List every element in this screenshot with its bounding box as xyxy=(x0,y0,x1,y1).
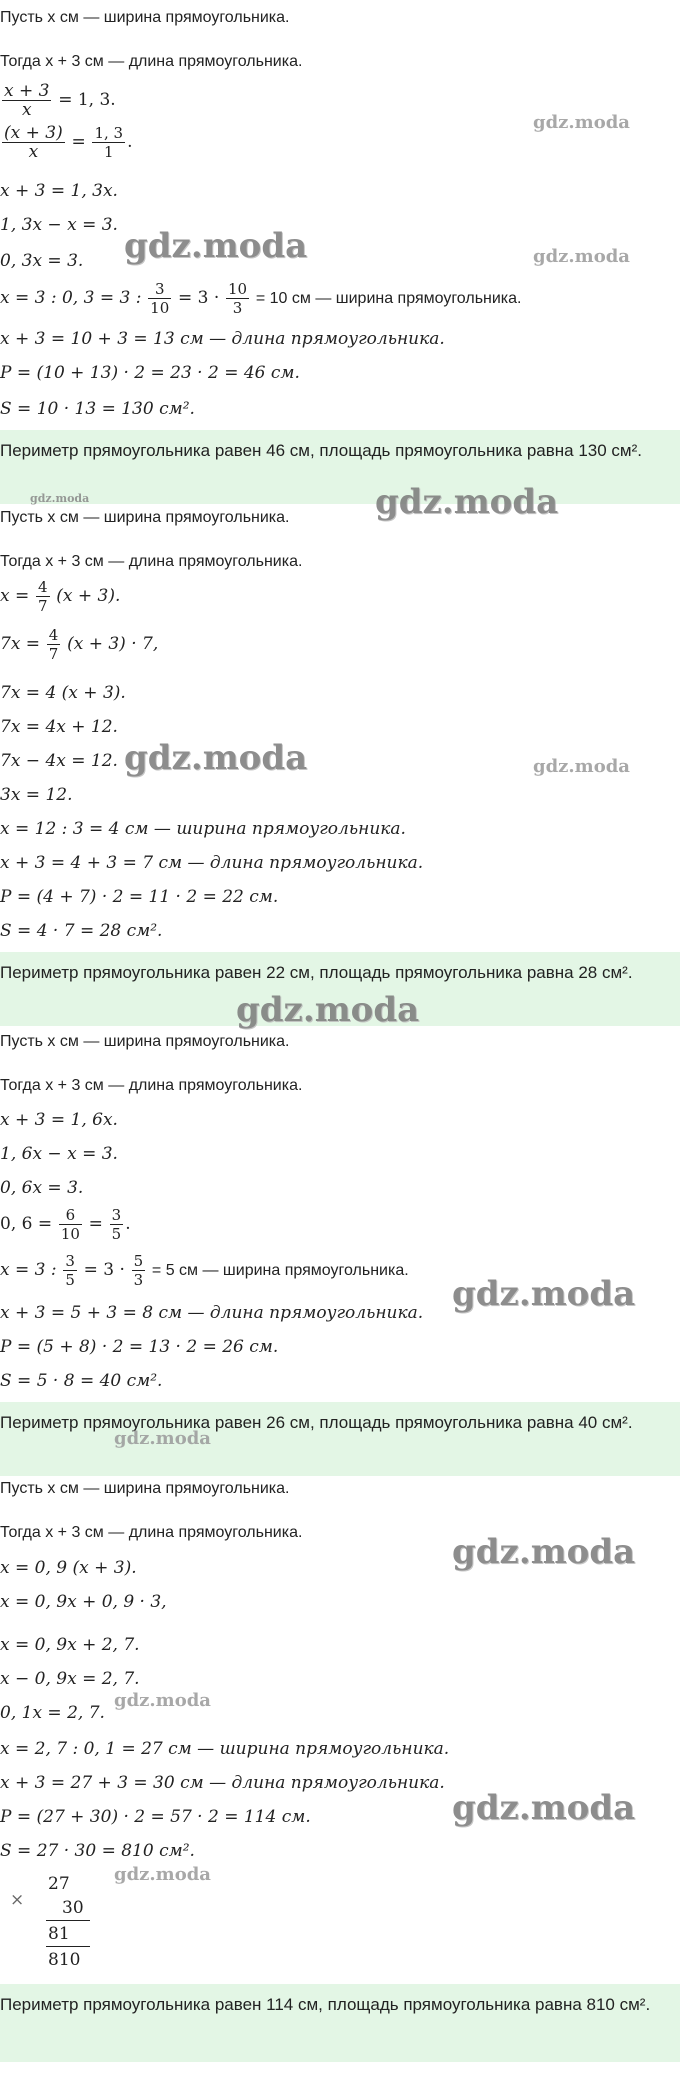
partial-product: 81 xyxy=(48,1924,70,1944)
p4-eq2: x = 0, 9x + 0, 9 · 3, xyxy=(0,1592,167,1612)
watermark: gdz.moda xyxy=(236,990,420,1030)
p1-intro: Пусть x см — ширина прямоугольника. xyxy=(0,9,290,26)
p1-eq3: x + 3 = 1, 3x. xyxy=(0,181,118,201)
p2-then: Тогда x + 3 см — длина прямоугольника. xyxy=(0,553,303,570)
p2-width: x = 12 : 3 = 4 см — ширина прямоугольника. xyxy=(0,819,406,839)
p4-eq4: x − 0, 9x = 2, 7. xyxy=(0,1669,140,1689)
watermark: gdz.moda xyxy=(114,1864,211,1885)
watermark: gdz.moda xyxy=(114,1690,211,1711)
p2-eq4: 7x = 4x + 12. xyxy=(0,717,118,737)
product: 810 xyxy=(48,1950,81,1970)
p4-perimeter: P = (27 + 30) · 2 = 57 · 2 = 114 см. xyxy=(0,1807,311,1827)
p2-area: S = 4 · 7 = 28 см². xyxy=(0,921,163,941)
p3-area: S = 5 · 8 = 40 см². xyxy=(0,1371,163,1391)
p4-answer: Периметр прямоугольника равен 114 см, площадь прямоугольника равна 810 см². xyxy=(0,1984,680,2062)
sum-line xyxy=(46,1946,90,1947)
p1-then: Тогда x + 3 см — длина прямоугольника. xyxy=(0,53,303,70)
p4-eq5: 0, 1x = 2, 7. xyxy=(0,1703,105,1723)
p4-then: Тогда x + 3 см — длина прямоугольника. xyxy=(0,1524,303,1541)
watermark: gdz.moda xyxy=(375,482,559,522)
watermark: gdz.moda xyxy=(452,1788,636,1828)
p2-intro: Пусть x см — ширина прямоугольника. xyxy=(0,509,290,526)
p4-area: S = 27 · 30 = 810 см². xyxy=(0,1841,195,1861)
watermark: gdz.moda xyxy=(124,226,308,266)
watermark: gdz.moda xyxy=(533,246,630,267)
p1-length: x + 3 = 10 + 3 = 13 см — длина прямоугольника. xyxy=(0,329,445,349)
watermark: gdz.moda xyxy=(124,738,308,778)
p1-area: S = 10 · 13 = 130 см². xyxy=(0,399,195,419)
p2-perimeter: P = (4 + 7) · 2 = 11 · 2 = 22 см. xyxy=(0,887,279,907)
p3-intro: Пусть x см — ширина прямоугольника. xyxy=(0,1033,290,1050)
p2-eq1: x = $\frac{4}{7}$ (x + 3). xyxy=(0,578,121,615)
p2-eq5: 7x − 4x = 12. xyxy=(0,751,118,771)
p3-answer: Периметр прямоугольника равен 26 см, площадь прямоугольника равна 40 см². xyxy=(0,1402,680,1476)
p4-eq3: x = 0, 9x + 2, 7. xyxy=(0,1635,140,1655)
p2-eq2: 7x = $\frac{4}{7}$ (x + 3) · 7, xyxy=(0,626,159,663)
multiply-line xyxy=(46,1920,90,1921)
p2-length: x + 3 = 4 + 3 = 7 см — длина прямоугольника. xyxy=(0,853,424,873)
p4-eq1: x = 0, 9 (x + 3). xyxy=(0,1558,137,1578)
p3-perimeter: P = (5 + 8) · 2 = 13 · 2 = 26 см. xyxy=(0,1337,279,1357)
p1-eq4: 1, 3x − x = 3. xyxy=(0,215,118,235)
p1-width: x = 3 : 0, 3 = 3 : $\frac{3}{10}$ = 3 · $\frac{10}{3}$ = 10 см — ширина прямоугольника. xyxy=(0,280,522,317)
column-multiplication xyxy=(10,1870,130,1980)
p3-eq1: x + 3 = 1, 6x. xyxy=(0,1110,118,1130)
p4-width: x = 2, 7 : 0, 1 = 27 см — ширина прямоугольника. xyxy=(0,1739,450,1759)
p1-eq1: $\frac{x + 3}{x}$ = 1, 3. xyxy=(4,81,116,120)
watermark: gdz.moda xyxy=(452,1274,636,1314)
watermark: gdz.moda xyxy=(533,756,630,777)
p3-eq3: 0, 6x = 3. xyxy=(0,1178,84,1198)
p3-width: x = 3 : $\frac{3}{5}$ = 3 · $\frac{5}{3}$ = 5 см — ширина прямоугольника. xyxy=(0,1252,409,1289)
watermark: gdz.moda xyxy=(30,492,90,505)
p1-answer: Периметр прямоугольника равен 46 см, площадь прямоугольника равна 130 см². xyxy=(0,430,680,504)
watermark: gdz.moda xyxy=(533,112,630,133)
p3-length: x + 3 = 5 + 3 = 8 см — длина прямоугольника. xyxy=(0,1303,424,1323)
p4-length: x + 3 = 27 + 3 = 30 см — длина прямоугольника. xyxy=(0,1773,445,1793)
p3-eq2: 1, 6x − x = 3. xyxy=(0,1144,118,1164)
p1-eq2: $\frac{(x + 3)}{x}$ = $\frac{1, 3}{1}$ . xyxy=(4,123,133,162)
watermark: gdz.moda xyxy=(452,1532,636,1572)
p2-eq3: 7x = 4 (x + 3). xyxy=(0,683,126,703)
p4-intro: Пусть x см — ширина прямоугольника. xyxy=(0,1480,290,1497)
p3-then: Тогда x + 3 см — длина прямоугольника. xyxy=(0,1077,303,1094)
p1-eq5: 0, 3x = 3. xyxy=(0,251,84,271)
watermark: gdz.moda xyxy=(114,1428,211,1449)
multiplicand: 27 xyxy=(48,1874,70,1894)
p3-eq4: 0, 6 = $\frac{6}{10}$ = $\frac{3}{5}$ . xyxy=(0,1206,131,1243)
p2-answer: Периметр прямоугольника равен 22 см, площадь прямоугольника равна 28 см². xyxy=(0,952,680,1026)
p2-eq6: 3x = 12. xyxy=(0,785,73,805)
multiplier: 30 xyxy=(62,1898,84,1918)
p1-perimeter: P = (10 + 13) · 2 = 23 · 2 = 46 см. xyxy=(0,363,300,383)
multiply-sign: × xyxy=(10,1890,25,1910)
